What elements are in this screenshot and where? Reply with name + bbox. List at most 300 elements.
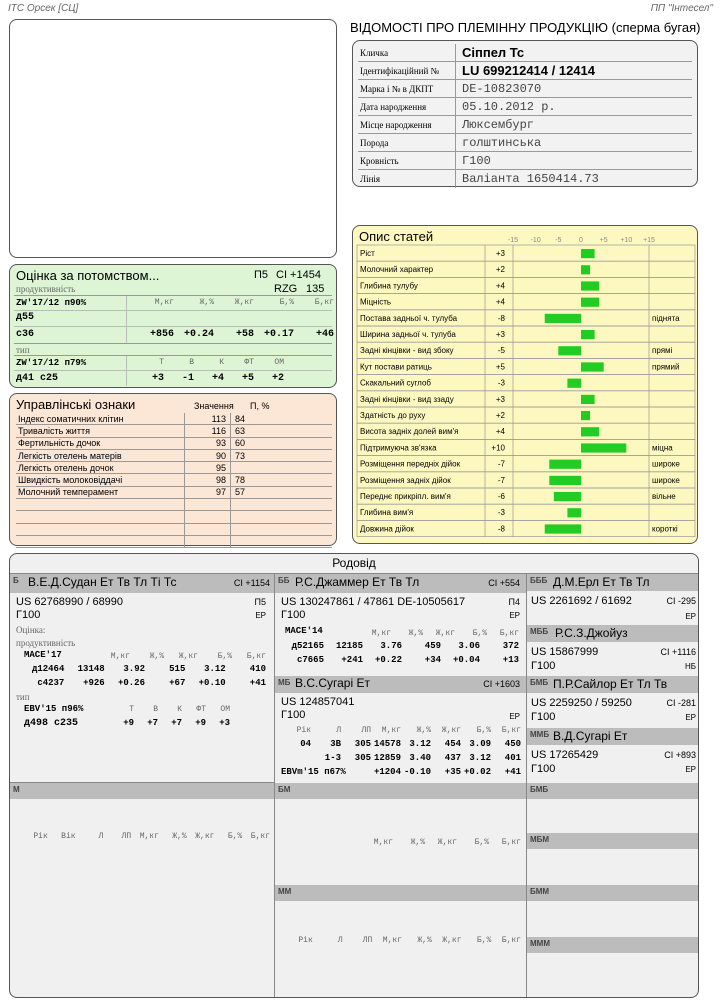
bb-r1-cell: 3.06	[458, 641, 480, 651]
conformation-bar	[558, 346, 581, 355]
sire-r1-cell: 515	[169, 664, 186, 674]
conformation-row-frame	[357, 245, 695, 261]
mb-name: В.С.Сугарі Ет	[295, 676, 370, 690]
mb-tag: МБ	[278, 678, 291, 687]
progeny-type-val: +5	[241, 373, 254, 384]
scale-tick: -10	[530, 237, 541, 244]
scale-tick: +15	[643, 237, 655, 244]
progeny-type-row: д41 с25	[16, 373, 59, 384]
sire-tval: +7	[147, 718, 158, 728]
scale-tick: +5	[599, 237, 608, 244]
bmb-ci: CI -281	[666, 698, 696, 708]
sire-prod: продуктивність	[16, 638, 76, 648]
pedigree-mbm	[527, 833, 699, 885]
mbb-ci: CI +1116	[660, 647, 696, 657]
progeny-type-col: К	[219, 358, 224, 367]
conformation-bar	[581, 265, 590, 274]
bb-r1-cell: 3.76	[380, 641, 402, 651]
management-row	[16, 413, 332, 425]
bb-r2-cell: с7665	[296, 655, 324, 665]
conformation-value: -7	[497, 459, 505, 469]
sire-g: Г100	[16, 609, 41, 621]
conformation-value: +2	[495, 411, 505, 420]
sire-r2-cell: +41	[249, 678, 266, 688]
progeny-val: +0.17	[263, 329, 294, 340]
progeny-val: +0.24	[183, 329, 214, 340]
sire-col: Б,кг	[246, 652, 266, 661]
sire-head: MACE'17	[24, 650, 62, 660]
sire-p: П5	[254, 597, 266, 607]
management-empty-row	[16, 524, 332, 536]
sire-r1-cell: 3.92	[123, 664, 145, 674]
sire-tcol: К	[177, 705, 182, 714]
mb-r1-cell: 04	[300, 739, 311, 749]
scale-tick: -5	[555, 237, 562, 244]
mb-r2-cell: 3.12	[469, 753, 491, 763]
conformation-trait: Підтримуюча зв'язка	[360, 443, 437, 453]
conformation-bar	[545, 524, 581, 533]
bb-name: Р.С.Джаммер Ет Тв Тл	[295, 575, 420, 589]
management-row	[16, 474, 332, 486]
info-row	[358, 170, 692, 188]
conformation-trait: Кут постави ратиць	[360, 362, 432, 372]
bbb-id: US 2261692 / 61692	[531, 595, 632, 607]
management-col-value: Значення	[194, 401, 234, 411]
info-label: Кличка	[358, 44, 456, 61]
bb-r2-cell: +0.22	[374, 655, 402, 665]
conformation-row-frame	[357, 294, 695, 310]
dam-col: Рік	[33, 832, 48, 841]
pedigree-bm	[275, 783, 526, 883]
info-label: Місце народження	[358, 116, 456, 133]
sire-tval: +9	[195, 718, 206, 728]
bb-r1-cell: 459	[424, 641, 441, 651]
info-label: Дата народження	[358, 98, 456, 115]
management-empty-row	[16, 511, 332, 523]
bb-r2-cell: +13	[502, 655, 519, 665]
conformation-note: вільне	[652, 492, 676, 501]
conformation-value: -8	[497, 313, 505, 323]
pedigree-bmb2	[527, 783, 699, 833]
conformation-trait: Висота задніх долей вим'я	[360, 427, 459, 437]
bmb2-tag: БМБ	[530, 785, 549, 794]
info-row	[358, 116, 692, 134]
progeny-type-col: ФТ	[244, 358, 254, 367]
info-value: Люксембург	[462, 117, 535, 132]
photo-frame	[9, 19, 337, 258]
sire-r1-cell: 13148	[77, 664, 105, 674]
sire-col: М,кг	[110, 652, 130, 661]
mb-r1-cell: 14578	[373, 739, 401, 749]
progeny-sub: продуктивність	[16, 284, 76, 294]
conformation-trait: Переднє прикріпл. вим'я	[360, 492, 451, 501]
progeny-col: М,кг	[154, 298, 174, 307]
info-row	[358, 80, 692, 98]
scale-tick: +10	[620, 237, 633, 244]
sire-r1-cell: д12464	[31, 664, 65, 674]
management-empty-row	[16, 536, 332, 548]
info-row	[358, 62, 692, 80]
info-value: DE-10823070	[462, 81, 542, 96]
sire-col: Ж,%	[149, 652, 164, 661]
sire-trow: д498 с235	[24, 718, 79, 729]
sire-thead: EBV'15 п96%	[24, 704, 84, 714]
management-value: 98	[184, 474, 230, 485]
info-value: 05.10.2012 р.	[462, 99, 556, 114]
management-pct: 60	[230, 438, 270, 449]
management-empty-cell	[230, 524, 270, 535]
info-label: Лінія	[358, 170, 456, 188]
bb-r2-cell: +34	[424, 655, 441, 665]
management-name: Молочний темперамент	[18, 487, 119, 498]
bm-col: Ж,кг	[437, 838, 457, 847]
mb-r1-cell: 450	[504, 739, 521, 749]
sire-col: Ж,кг	[178, 652, 198, 661]
progeny-col: Б,%	[279, 298, 294, 307]
conformation-bar	[581, 443, 626, 452]
mb-col: Б,%	[476, 726, 491, 735]
conformation-bar	[581, 411, 590, 420]
sire-name: В.Е.Д.Судан Ет Тв Тл Ті Тс	[28, 575, 177, 589]
management-value: 116	[184, 425, 230, 436]
management-empty-cell	[16, 511, 184, 522]
pedigree-panel	[9, 553, 699, 998]
pedigree-mmm	[527, 937, 699, 989]
dam-col: Л	[98, 832, 104, 841]
mb-col: Ж,кг	[441, 726, 461, 735]
bmb-id: US 2259250 / 59250	[531, 697, 632, 709]
bb-ep: ЕР	[509, 611, 520, 620]
management-row	[16, 450, 332, 462]
conformation-trait: Задні кінцівки - вид збоку	[360, 346, 454, 356]
bb-head: MACE'14	[285, 626, 323, 636]
conformation-trait: Глибина тулубу	[360, 281, 418, 291]
bb-p: П4	[508, 597, 520, 607]
management-empty-cell	[230, 511, 270, 522]
sire-r1-cell: 410	[249, 664, 266, 674]
sire-r2-cell: +926	[83, 678, 105, 688]
management-name: Легкість отелень дочок	[18, 462, 114, 473]
sire-r2-cell: с4237	[37, 678, 65, 688]
conformation-value: -8	[497, 524, 505, 534]
mmb-tag: ММБ	[530, 730, 550, 739]
dam-col: Ж,%	[172, 832, 187, 841]
management-pct: 57	[230, 487, 270, 498]
conformation-value: +3	[495, 249, 505, 258]
bm-col: Ж,%	[410, 838, 425, 847]
pedigree-bbb	[527, 574, 699, 626]
bbb-name: Д.М.Ерл Ет Тв Тл	[553, 575, 650, 589]
pedigree-mmb	[527, 728, 699, 782]
bm-tag: БМ	[278, 785, 291, 794]
management-value: 93	[184, 438, 230, 449]
conformation-trait: Задні кінцівки - вид ззаду	[360, 394, 454, 404]
sire-tcol: ОМ	[220, 705, 230, 714]
conformation-note: прямий	[652, 362, 680, 372]
bmb-tag: БМБ	[530, 678, 549, 687]
conformation-note: піднята	[652, 313, 680, 323]
mb-r2-cell: 1-3	[324, 753, 341, 763]
sire-eval: Оцінка:	[16, 625, 46, 635]
bb-r2-cell: +0.04	[452, 655, 480, 665]
mb-r2-cell: 3.40	[409, 753, 431, 763]
management-col-pct: П, %	[250, 401, 270, 411]
mm-col: Б,%	[476, 936, 492, 945]
info-row	[358, 98, 692, 116]
progeny-type-col: ОМ	[274, 358, 284, 367]
conformation-trait: Здатність до руху	[360, 411, 426, 420]
bm-col: Б,кг	[501, 838, 521, 847]
dam-col: Б,кг	[250, 832, 270, 841]
mb-r3-cell: +41	[504, 767, 521, 777]
conformation-value: +4	[495, 281, 505, 291]
info-value: Сіппел Тс	[462, 45, 525, 60]
sire-tcol: ФТ	[196, 705, 206, 714]
conformation-bar	[567, 379, 581, 388]
management-name: Тривалість життя	[18, 425, 90, 436]
sire-r2-cell: +0.10	[198, 678, 226, 688]
sire-tag: Б	[13, 576, 19, 585]
pedigree-title: Родовід	[332, 556, 376, 570]
mm-col: Ж,кг	[442, 936, 462, 945]
conformation-note: широке	[652, 459, 680, 469]
bbb-tag: БББ	[530, 576, 548, 585]
mb-r1-cell: 3.09	[469, 739, 491, 749]
pedigree-sire	[10, 574, 274, 782]
mb-col: Б,кг	[501, 726, 521, 735]
conformation-value: +3	[495, 330, 505, 339]
mm-col: ЛП	[362, 936, 373, 945]
info-value: Г100	[462, 153, 491, 168]
mb-r3-cell: -0.10	[403, 767, 431, 777]
progeny-ci: CI +1454	[276, 269, 321, 281]
management-pct: 63	[230, 425, 270, 436]
pedigree-bmm	[527, 885, 699, 937]
conformation-bar	[581, 281, 599, 290]
mbm-tag: МБМ	[530, 835, 550, 844]
conformation-value: +4	[495, 427, 505, 437]
conformation-trait: Довжина дійок	[360, 524, 414, 534]
sire-type: тип	[16, 692, 30, 702]
mb-r2-cell: 401	[504, 753, 521, 763]
management-row	[16, 425, 332, 437]
management-name: Фертильність дочок	[18, 438, 101, 449]
progeny-type-val: -1	[181, 373, 194, 384]
info-label: Кровність	[358, 152, 456, 169]
bb-g: Г100	[281, 609, 306, 621]
mm-tag: ММ	[278, 887, 292, 896]
bb-col: Ж,%	[408, 629, 423, 638]
management-pct: 73	[230, 450, 270, 461]
conformation-bar	[549, 476, 581, 485]
mbb-id: US 15867999	[531, 646, 599, 658]
info-panel	[352, 40, 698, 187]
mbb-name: Р.С.З.Джойуз	[555, 626, 628, 640]
conformation-note: прямі	[652, 346, 673, 356]
management-row	[16, 487, 332, 499]
bmb-name: П.Р.Сайлор Ет Тл Тв	[553, 677, 668, 691]
conformation-trait: Розміщення передніх дійок	[360, 459, 461, 469]
mbb-tag: МББ	[530, 627, 549, 636]
management-empty-cell	[184, 536, 230, 547]
conformation-bar	[581, 298, 599, 307]
mm-col: Л	[337, 936, 343, 945]
mb-r3-label: EBVm'15 п67%	[281, 767, 346, 777]
progeny-type-table	[14, 355, 332, 386]
management-empty-cell	[184, 524, 230, 535]
progeny-rzg: RZG	[274, 283, 298, 295]
dam-col: М,кг	[139, 832, 159, 841]
progeny-type-val: +2	[271, 373, 284, 384]
info-label: Порода	[358, 134, 456, 151]
bb-tag: ББ	[278, 576, 290, 585]
header-left: ІТС Орсек [СЦ]	[8, 3, 79, 14]
mm-col: Б,кг	[501, 936, 521, 945]
mbb-g: Г100	[531, 660, 556, 672]
sire-tcol: В	[153, 705, 158, 714]
conformation-value: -7	[497, 475, 505, 485]
management-pct: 78	[230, 474, 270, 485]
header-right: ПП "Інтесел"	[650, 3, 713, 14]
sire-ep: ЕР	[255, 611, 266, 620]
progeny-val: +58	[235, 329, 254, 340]
conformation-trait: Глибина вим'я	[360, 508, 414, 518]
sire-tval: +7	[171, 718, 182, 728]
pedigree-bb	[275, 574, 526, 676]
bb-col: Б,%	[472, 629, 487, 638]
mb-g: Г100	[281, 709, 306, 721]
conformation-trait: Розміщення задніх дійок	[360, 475, 451, 485]
management-empty-cell	[184, 499, 230, 510]
management-value: 90	[184, 450, 230, 461]
conformation-note: міцна	[652, 443, 673, 453]
mbb-nb: НБ	[684, 662, 696, 671]
conformation-value: +4	[495, 297, 505, 307]
management-row	[16, 438, 332, 450]
sire-tval: +9	[123, 718, 134, 728]
progeny-daughters: д55	[16, 312, 35, 323]
conformation-note: короткі	[652, 524, 678, 534]
management-value: 113	[184, 413, 230, 424]
bbb-ep: ЕР	[685, 612, 696, 621]
bb-r1-cell: д52165	[291, 641, 324, 651]
management-name: Легкість отелень матерів	[18, 450, 122, 461]
bb-id: US 130247861 / 47861 DE-10505617	[281, 596, 466, 608]
pedigree-bmb	[527, 676, 699, 730]
conformation-value: -3	[497, 378, 505, 388]
sire-r2-cell: +0.26	[117, 678, 145, 688]
mb-id: US 124857041	[281, 696, 355, 708]
conformation-trait: Міцність	[360, 297, 392, 307]
sire-r1-cell: 3.12	[204, 664, 226, 674]
bb-col: М,кг	[371, 629, 391, 638]
mb-r3-cell: +1204	[373, 767, 401, 777]
scale-tick: 0	[579, 237, 583, 244]
mb-r2-cell: 12859	[373, 753, 401, 763]
conformation-value: +5	[495, 362, 505, 372]
mb-r3-cell: +0.02	[463, 767, 491, 777]
management-empty-cell	[184, 511, 230, 522]
conformation-bar	[581, 395, 595, 404]
pedigree-mm	[275, 885, 526, 998]
conformation-trait: Ширина задньої ч. тулуба	[360, 330, 456, 339]
dam-col: Ж,кг	[195, 832, 215, 841]
management-name: Індекс соматичних клітин	[18, 413, 124, 424]
progeny-rzg-value: 135	[306, 283, 325, 295]
pedigree-dam	[10, 783, 274, 998]
management-title: Управлінські ознаки	[16, 397, 136, 412]
progeny-type-val: +4	[211, 373, 224, 384]
progeny-prod-table	[14, 295, 332, 344]
conformation-value: +3	[495, 394, 505, 404]
info-value: LU 699212414 / 12414	[462, 63, 595, 78]
mb-r1-cell: 3.12	[409, 739, 431, 749]
conformation-trait: Ріст	[360, 249, 375, 258]
mb-r1-cell: 305	[354, 739, 371, 749]
info-label: Ідентифікаційний №	[358, 62, 456, 79]
mb-col: Рік	[296, 726, 311, 735]
management-pct	[230, 462, 270, 473]
sire-col: Б,%	[217, 652, 232, 661]
sire-tval: +3	[219, 718, 230, 728]
mmb-ci: CI +893	[664, 750, 696, 760]
management-empty-cell	[230, 499, 270, 510]
pedigree-mb	[275, 676, 526, 782]
info-label: Марка і № в ДКПТ	[358, 80, 456, 97]
management-empty-row	[16, 499, 332, 511]
conformation-value: +10	[491, 443, 505, 453]
conformation-bar	[554, 492, 581, 501]
bbb-ci: CI -295	[666, 596, 696, 606]
bb-ci: CI +554	[488, 578, 520, 588]
dam-col: Вік	[61, 832, 76, 841]
dam-col: ЛП	[121, 832, 132, 841]
bmm-tag: БММ	[530, 887, 550, 896]
progeny-type-col: В	[189, 358, 194, 367]
progeny-col: Б,кг	[314, 298, 334, 307]
conformation-trait: Молочний характер	[360, 265, 434, 275]
mmb-id: US 17265429	[531, 749, 599, 761]
mmb-name: В.Д.Сугарі Ет	[553, 729, 628, 743]
progeny-panel	[9, 264, 337, 388]
info-value: Валіанта 1650414.73	[462, 172, 599, 186]
conformation-bar	[549, 460, 581, 469]
conformation-value: -6	[497, 492, 505, 501]
progeny-herds: с36	[16, 329, 35, 340]
conformation-bar	[581, 362, 604, 371]
mb-r1-cell: 3В	[330, 739, 341, 749]
mb-ep: ЕР	[509, 712, 520, 721]
info-row	[358, 44, 692, 62]
info-row	[358, 134, 692, 152]
management-empty-cell	[230, 536, 270, 547]
info-row	[358, 152, 692, 170]
management-name: Швидкість молоковіддачі	[18, 475, 123, 486]
progeny-val: +856	[149, 329, 174, 340]
conformation-value: +2	[495, 265, 505, 275]
management-value: 97	[184, 487, 230, 498]
sire-id: US 62768990 / 68990	[16, 596, 124, 608]
mb-ci: CI +1603	[483, 679, 520, 689]
mb-col: Л	[336, 726, 341, 735]
management-value: 95	[184, 462, 230, 473]
conformation-chart	[353, 226, 699, 545]
pedigree-mbb	[527, 625, 699, 677]
progeny-type-label: тип	[16, 345, 30, 355]
progeny-type-col: Т	[159, 358, 164, 367]
management-empty-cell	[16, 536, 184, 547]
mb-r2-cell: 437	[444, 753, 461, 763]
